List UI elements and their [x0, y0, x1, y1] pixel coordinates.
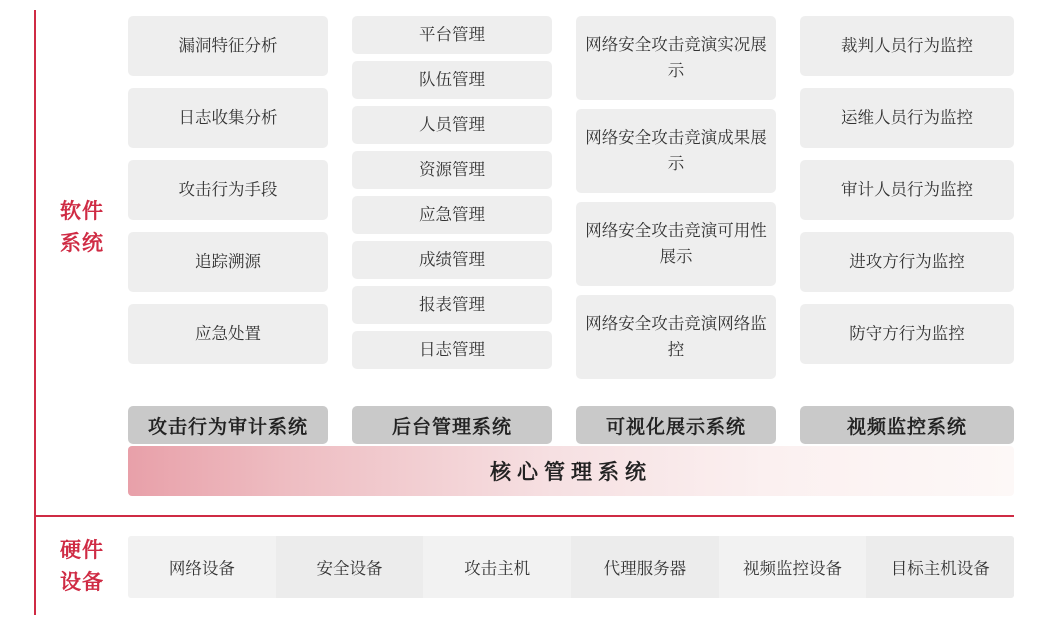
software-left-rail: [34, 10, 36, 515]
column-footer-attack-audit-system[interactable]: 攻击行为审计系统: [128, 406, 328, 444]
list-item[interactable]: 报表管理: [352, 286, 552, 324]
software-label-line1: 软件: [60, 200, 104, 223]
list-item[interactable]: 攻击行为手段: [128, 160, 328, 220]
software-section-label: [44, 196, 120, 260]
hardware-item-proxy-server[interactable]: 代理服务器: [571, 536, 719, 598]
core-management-system-bar[interactable]: 核心管理系统: [128, 446, 1014, 496]
hardware-item-target-host-device[interactable]: 目标主机设备: [866, 536, 1014, 598]
list-item[interactable]: 防守方行为监控: [800, 304, 1014, 364]
hardware-item-video-monitor-device[interactable]: 视频监控设备: [743, 560, 843, 578]
column-footer-video-surveillance-system[interactable]: 视频监控系统: [800, 406, 1014, 444]
section-divider-rail: [34, 515, 1014, 517]
list-item[interactable]: 运维人员行为监控: [800, 88, 1014, 148]
hardware-section-label: [44, 535, 120, 599]
list-item[interactable]: 漏洞特征分析: [128, 16, 328, 76]
list-item[interactable]: 日志管理: [352, 331, 552, 369]
software-label-line2: 系统: [60, 232, 104, 255]
hardware-item-network-device[interactable]: 网络设备: [168, 560, 235, 578]
list-item[interactable]: 网络安全攻击竞演成果展示: [576, 109, 776, 193]
list-item[interactable]: 审计人员行为监控: [800, 160, 1014, 220]
list-item[interactable]: 应急处置: [128, 304, 328, 364]
list-item[interactable]: 资源管理: [352, 151, 552, 189]
hardware-left-rail: [34, 517, 36, 615]
list-item[interactable]: 网络安全攻击竞演网络监控: [576, 295, 776, 379]
hardware-label-line2: 设备: [60, 571, 104, 594]
list-item[interactable]: 网络安全攻击竞演可用性展示: [576, 202, 776, 286]
list-item[interactable]: 队伍管理: [352, 61, 552, 99]
hardware-devices-row: [128, 536, 1014, 598]
column-visualization-system: [576, 16, 776, 388]
list-item[interactable]: 追踪溯源: [128, 232, 328, 292]
hardware-label-line1: 硬件: [60, 539, 104, 562]
list-item[interactable]: 成绩管理: [352, 241, 552, 279]
hardware-item-security-device[interactable]: 安全设备: [276, 536, 424, 598]
list-item[interactable]: 人员管理: [352, 106, 552, 144]
list-item[interactable]: 进攻方行为监控: [800, 232, 1014, 292]
list-item[interactable]: 应急管理: [352, 196, 552, 234]
list-item[interactable]: 平台管理: [352, 16, 552, 54]
column-footer-backend-management-system[interactable]: 后台管理系统: [352, 406, 552, 444]
software-systems-area: [128, 16, 1014, 436]
list-item[interactable]: 日志收集分析: [128, 88, 328, 148]
column-video-surveillance-system: [800, 16, 1014, 376]
column-footer-visualization-system[interactable]: 可视化展示系统: [576, 406, 776, 444]
list-item[interactable]: 网络安全攻击竞演实况展示: [576, 16, 776, 100]
column-attack-audit-system: [128, 16, 328, 376]
hardware-item-attack-host[interactable]: 攻击主机: [464, 560, 531, 578]
list-item[interactable]: 裁判人员行为监控: [800, 16, 1014, 76]
column-backend-management-system: [352, 16, 552, 376]
